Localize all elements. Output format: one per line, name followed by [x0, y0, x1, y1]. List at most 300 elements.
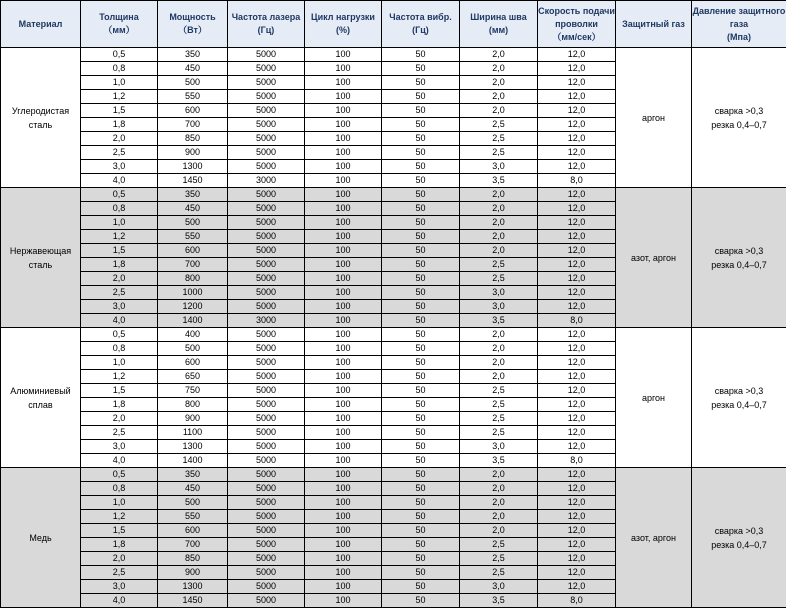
thickness-cell: 1,8 [81, 118, 158, 132]
seam-width-cell: 2,0 [460, 356, 538, 370]
laser-frequency-cell: 3000 [228, 314, 305, 328]
table-header [1, 1, 786, 48]
seam-width-cell: 2,5 [460, 552, 538, 566]
thickness-cell: 1,8 [81, 398, 158, 412]
power-cell: 1100 [158, 426, 228, 440]
vibration-frequency-cell: 50 [382, 160, 460, 174]
wire-feed-speed-cell: 12,0 [538, 48, 616, 62]
gas-pressure-cell: сварка >0,3 резка 0,4–0,7 [692, 188, 786, 328]
thickness-cell: 0,5 [81, 468, 158, 482]
vibration-frequency-cell: 50 [382, 300, 460, 314]
wire-feed-speed-cell: 12,0 [538, 398, 616, 412]
thickness-cell: 2,5 [81, 286, 158, 300]
power-cell: 450 [158, 62, 228, 76]
laser-frequency-cell: 5000 [228, 482, 305, 496]
duty-cycle-cell: 100 [305, 188, 382, 202]
wire-feed-speed-cell: 12,0 [538, 216, 616, 230]
thickness-cell: 2,5 [81, 566, 158, 580]
power-cell: 600 [158, 356, 228, 370]
wire-feed-speed-cell: 12,0 [538, 552, 616, 566]
wire-feed-speed-cell: 12,0 [538, 230, 616, 244]
vibration-frequency-cell: 50 [382, 552, 460, 566]
duty-cycle-cell: 100 [305, 510, 382, 524]
wire-feed-speed-cell: 12,0 [538, 90, 616, 104]
seam-width-cell: 2,5 [460, 398, 538, 412]
vibration-frequency-cell: 50 [382, 594, 460, 608]
seam-width-cell: 3,5 [460, 454, 538, 468]
header-power: Мощность （Вт） [158, 1, 228, 48]
power-cell: 550 [158, 510, 228, 524]
seam-width-cell: 2,0 [460, 328, 538, 342]
duty-cycle-cell: 100 [305, 244, 382, 258]
laser-frequency-cell: 5000 [228, 272, 305, 286]
thickness-cell: 3,0 [81, 440, 158, 454]
power-cell: 800 [158, 272, 228, 286]
wire-feed-speed-cell: 12,0 [538, 580, 616, 594]
duty-cycle-cell: 100 [305, 90, 382, 104]
power-cell: 500 [158, 76, 228, 90]
seam-width-cell: 2,5 [460, 538, 538, 552]
thickness-cell: 1,0 [81, 216, 158, 230]
laser-frequency-cell: 5000 [228, 538, 305, 552]
laser-frequency-cell: 5000 [228, 258, 305, 272]
vibration-frequency-cell: 50 [382, 468, 460, 482]
seam-width-cell: 3,0 [460, 160, 538, 174]
laser-frequency-cell: 5000 [228, 384, 305, 398]
wire-feed-speed-cell: 12,0 [538, 524, 616, 538]
seam-width-cell: 2,0 [460, 188, 538, 202]
seam-width-cell: 2,5 [460, 384, 538, 398]
vibration-frequency-cell: 50 [382, 314, 460, 328]
thickness-cell: 4,0 [81, 174, 158, 188]
wire-feed-speed-cell: 8,0 [538, 454, 616, 468]
header-row [1, 1, 786, 48]
vibration-frequency-cell: 50 [382, 132, 460, 146]
duty-cycle-cell: 100 [305, 174, 382, 188]
seam-width-cell: 2,5 [460, 566, 538, 580]
gas-pressure-cell: сварка >0,3 резка 0,4–0,7 [692, 48, 786, 188]
wire-feed-speed-cell: 12,0 [538, 146, 616, 160]
wire-feed-speed-cell: 8,0 [538, 314, 616, 328]
power-cell: 900 [158, 146, 228, 160]
thickness-cell: 4,0 [81, 314, 158, 328]
thickness-cell: 1,5 [81, 104, 158, 118]
thickness-cell: 0,8 [81, 202, 158, 216]
vibration-frequency-cell: 50 [382, 384, 460, 398]
seam-width-cell: 2,5 [460, 272, 538, 286]
wire-feed-speed-cell: 12,0 [538, 496, 616, 510]
material-cell: Нержавеющая сталь [1, 188, 81, 328]
wire-feed-speed-cell: 12,0 [538, 202, 616, 216]
duty-cycle-cell: 100 [305, 412, 382, 426]
wire-feed-speed-cell: 8,0 [538, 174, 616, 188]
duty-cycle-cell: 100 [305, 314, 382, 328]
wire-feed-speed-cell: 12,0 [538, 426, 616, 440]
header-shielding-gas: Защитный газ [616, 1, 692, 48]
laser-frequency-cell: 5000 [228, 202, 305, 216]
seam-width-cell: 2,0 [460, 76, 538, 90]
duty-cycle-cell: 100 [305, 356, 382, 370]
vibration-frequency-cell: 50 [382, 62, 460, 76]
duty-cycle-cell: 100 [305, 48, 382, 62]
table-row [1, 468, 786, 482]
power-cell: 400 [158, 328, 228, 342]
duty-cycle-cell: 100 [305, 468, 382, 482]
seam-width-cell: 2,0 [460, 62, 538, 76]
vibration-frequency-cell: 50 [382, 272, 460, 286]
wire-feed-speed-cell: 12,0 [538, 272, 616, 286]
power-cell: 700 [158, 538, 228, 552]
duty-cycle-cell: 100 [305, 454, 382, 468]
duty-cycle-cell: 100 [305, 258, 382, 272]
power-cell: 750 [158, 384, 228, 398]
vibration-frequency-cell: 50 [382, 76, 460, 90]
thickness-cell: 1,0 [81, 356, 158, 370]
wire-feed-speed-cell: 12,0 [538, 62, 616, 76]
laser-frequency-cell: 5000 [228, 552, 305, 566]
wire-feed-speed-cell: 12,0 [538, 384, 616, 398]
thickness-cell: 0,8 [81, 482, 158, 496]
duty-cycle-cell: 100 [305, 286, 382, 300]
wire-feed-speed-cell: 12,0 [538, 118, 616, 132]
laser-frequency-cell: 5000 [228, 48, 305, 62]
duty-cycle-cell: 100 [305, 496, 382, 510]
power-cell: 850 [158, 132, 228, 146]
laser-frequency-cell: 5000 [228, 426, 305, 440]
vibration-frequency-cell: 50 [382, 286, 460, 300]
duty-cycle-cell: 100 [305, 384, 382, 398]
vibration-frequency-cell: 50 [382, 188, 460, 202]
laser-frequency-cell: 5000 [228, 356, 305, 370]
shielding-gas-cell: азот, аргон [616, 468, 692, 608]
thickness-cell: 3,0 [81, 300, 158, 314]
wire-feed-speed-cell: 12,0 [538, 468, 616, 482]
seam-width-cell: 2,5 [460, 412, 538, 426]
wire-feed-speed-cell: 12,0 [538, 538, 616, 552]
vibration-frequency-cell: 50 [382, 398, 460, 412]
header-seam-width: Ширина шва (мм) [460, 1, 538, 48]
thickness-cell: 1,0 [81, 496, 158, 510]
duty-cycle-cell: 100 [305, 132, 382, 146]
vibration-frequency-cell: 50 [382, 244, 460, 258]
vibration-frequency-cell: 50 [382, 202, 460, 216]
laser-frequency-cell: 5000 [228, 594, 305, 608]
wire-feed-speed-cell: 12,0 [538, 510, 616, 524]
wire-feed-speed-cell: 12,0 [538, 342, 616, 356]
thickness-cell: 2,5 [81, 146, 158, 160]
power-cell: 600 [158, 244, 228, 258]
header-thickness: Толщина （мм） [81, 1, 158, 48]
laser-frequency-cell: 5000 [228, 62, 305, 76]
duty-cycle-cell: 100 [305, 552, 382, 566]
power-cell: 350 [158, 48, 228, 62]
header-laser-frequency: Частота лазера (Гц) [228, 1, 305, 48]
thickness-cell: 2,0 [81, 412, 158, 426]
header-duty-cycle: Цикл нагрузки (%) [305, 1, 382, 48]
thickness-cell: 1,8 [81, 258, 158, 272]
laser-frequency-cell: 5000 [228, 468, 305, 482]
seam-width-cell: 2,5 [460, 146, 538, 160]
wire-feed-speed-cell: 12,0 [538, 482, 616, 496]
vibration-frequency-cell: 50 [382, 510, 460, 524]
duty-cycle-cell: 100 [305, 524, 382, 538]
thickness-cell: 0,8 [81, 62, 158, 76]
vibration-frequency-cell: 50 [382, 370, 460, 384]
vibration-frequency-cell: 50 [382, 412, 460, 426]
power-cell: 1300 [158, 440, 228, 454]
duty-cycle-cell: 100 [305, 398, 382, 412]
thickness-cell: 1,5 [81, 524, 158, 538]
power-cell: 450 [158, 482, 228, 496]
wire-feed-speed-cell: 12,0 [538, 300, 616, 314]
duty-cycle-cell: 100 [305, 160, 382, 174]
power-cell: 650 [158, 370, 228, 384]
laser-frequency-cell: 5000 [228, 412, 305, 426]
duty-cycle-cell: 100 [305, 272, 382, 286]
wire-feed-speed-cell: 12,0 [538, 244, 616, 258]
wire-feed-speed-cell: 12,0 [538, 440, 616, 454]
duty-cycle-cell: 100 [305, 580, 382, 594]
laser-frequency-cell: 5000 [228, 454, 305, 468]
duty-cycle-cell: 100 [305, 594, 382, 608]
laser-frequency-cell: 5000 [228, 398, 305, 412]
laser-frequency-cell: 5000 [228, 76, 305, 90]
laser-frequency-cell: 5000 [228, 286, 305, 300]
vibration-frequency-cell: 50 [382, 538, 460, 552]
gas-pressure-cell: сварка >0,3 резка 0,4–0,7 [692, 328, 786, 468]
power-cell: 1000 [158, 286, 228, 300]
vibration-frequency-cell: 50 [382, 146, 460, 160]
thickness-cell: 1,0 [81, 76, 158, 90]
seam-width-cell: 2,0 [460, 510, 538, 524]
seam-width-cell: 3,5 [460, 314, 538, 328]
seam-width-cell: 2,5 [460, 426, 538, 440]
laser-frequency-cell: 5000 [228, 580, 305, 594]
laser-frequency-cell: 5000 [228, 510, 305, 524]
duty-cycle-cell: 100 [305, 426, 382, 440]
seam-width-cell: 2,0 [460, 496, 538, 510]
laser-frequency-cell: 5000 [228, 244, 305, 258]
wire-feed-speed-cell: 12,0 [538, 132, 616, 146]
vibration-frequency-cell: 50 [382, 482, 460, 496]
duty-cycle-cell: 100 [305, 328, 382, 342]
duty-cycle-cell: 100 [305, 440, 382, 454]
wire-feed-speed-cell: 12,0 [538, 76, 616, 90]
power-cell: 1450 [158, 594, 228, 608]
duty-cycle-cell: 100 [305, 202, 382, 216]
laser-frequency-cell: 3000 [228, 174, 305, 188]
duty-cycle-cell: 100 [305, 230, 382, 244]
power-cell: 550 [158, 230, 228, 244]
laser-frequency-cell: 5000 [228, 496, 305, 510]
header-gas-pressure: Давление защитного газа (Мпа) [692, 1, 786, 48]
material-cell: Углеродистая сталь [1, 48, 81, 188]
vibration-frequency-cell: 50 [382, 342, 460, 356]
power-cell: 350 [158, 188, 228, 202]
seam-width-cell: 2,5 [460, 258, 538, 272]
wire-feed-speed-cell: 12,0 [538, 160, 616, 174]
vibration-frequency-cell: 50 [382, 454, 460, 468]
wire-feed-speed-cell: 12,0 [538, 412, 616, 426]
seam-width-cell: 2,0 [460, 524, 538, 538]
power-cell: 1200 [158, 300, 228, 314]
laser-frequency-cell: 5000 [228, 132, 305, 146]
thickness-cell: 1,2 [81, 230, 158, 244]
vibration-frequency-cell: 50 [382, 118, 460, 132]
thickness-cell: 1,5 [81, 384, 158, 398]
gas-pressure-cell: сварка >0,3 резка 0,4–0,7 [692, 468, 786, 608]
wire-feed-speed-cell: 12,0 [538, 370, 616, 384]
thickness-cell: 4,0 [81, 454, 158, 468]
thickness-cell: 4,0 [81, 594, 158, 608]
shielding-gas-cell: азот, аргон [616, 188, 692, 328]
power-cell: 1300 [158, 160, 228, 174]
duty-cycle-cell: 100 [305, 76, 382, 90]
laser-frequency-cell: 5000 [228, 104, 305, 118]
shielding-gas-cell: аргон [616, 48, 692, 188]
duty-cycle-cell: 100 [305, 104, 382, 118]
power-cell: 900 [158, 412, 228, 426]
thickness-cell: 0,5 [81, 48, 158, 62]
power-cell: 700 [158, 118, 228, 132]
power-cell: 350 [158, 468, 228, 482]
seam-width-cell: 2,0 [460, 244, 538, 258]
power-cell: 500 [158, 216, 228, 230]
vibration-frequency-cell: 50 [382, 440, 460, 454]
laser-frequency-cell: 5000 [228, 90, 305, 104]
wire-feed-speed-cell: 8,0 [538, 594, 616, 608]
thickness-cell: 2,0 [81, 552, 158, 566]
material-cell: Медь [1, 468, 81, 608]
power-cell: 500 [158, 496, 228, 510]
table-row [1, 328, 786, 342]
power-cell: 1450 [158, 174, 228, 188]
power-cell: 600 [158, 524, 228, 538]
seam-width-cell: 2,0 [460, 370, 538, 384]
wire-feed-speed-cell: 12,0 [538, 286, 616, 300]
seam-width-cell: 3,0 [460, 440, 538, 454]
seam-width-cell: 3,0 [460, 580, 538, 594]
vibration-frequency-cell: 50 [382, 230, 460, 244]
thickness-cell: 3,0 [81, 160, 158, 174]
duty-cycle-cell: 100 [305, 538, 382, 552]
vibration-frequency-cell: 50 [382, 174, 460, 188]
laser-frequency-cell: 5000 [228, 300, 305, 314]
duty-cycle-cell: 100 [305, 62, 382, 76]
vibration-frequency-cell: 50 [382, 524, 460, 538]
thickness-cell: 1,2 [81, 510, 158, 524]
vibration-frequency-cell: 50 [382, 580, 460, 594]
vibration-frequency-cell: 50 [382, 258, 460, 272]
wire-feed-speed-cell: 12,0 [538, 258, 616, 272]
power-cell: 600 [158, 104, 228, 118]
power-cell: 900 [158, 566, 228, 580]
seam-width-cell: 3,0 [460, 286, 538, 300]
seam-width-cell: 3,5 [460, 174, 538, 188]
vibration-frequency-cell: 50 [382, 328, 460, 342]
wire-feed-speed-cell: 12,0 [538, 188, 616, 202]
duty-cycle-cell: 100 [305, 216, 382, 230]
wire-feed-speed-cell: 12,0 [538, 104, 616, 118]
thickness-cell: 1,5 [81, 244, 158, 258]
wire-feed-speed-cell: 12,0 [538, 356, 616, 370]
laser-frequency-cell: 5000 [228, 524, 305, 538]
power-cell: 1400 [158, 454, 228, 468]
duty-cycle-cell: 100 [305, 370, 382, 384]
thickness-cell: 0,5 [81, 188, 158, 202]
thickness-cell: 2,0 [81, 132, 158, 146]
laser-frequency-cell: 5000 [228, 370, 305, 384]
table-row [1, 188, 786, 202]
vibration-frequency-cell: 50 [382, 426, 460, 440]
thickness-cell: 2,5 [81, 426, 158, 440]
duty-cycle-cell: 100 [305, 342, 382, 356]
seam-width-cell: 2,0 [460, 468, 538, 482]
power-cell: 550 [158, 90, 228, 104]
thickness-cell: 0,5 [81, 328, 158, 342]
duty-cycle-cell: 100 [305, 482, 382, 496]
table-row [1, 48, 786, 62]
laser-frequency-cell: 5000 [228, 216, 305, 230]
laser-frequency-cell: 5000 [228, 118, 305, 132]
seam-width-cell: 2,0 [460, 48, 538, 62]
power-cell: 1300 [158, 580, 228, 594]
seam-width-cell: 3,0 [460, 300, 538, 314]
duty-cycle-cell: 100 [305, 118, 382, 132]
wire-feed-speed-cell: 12,0 [538, 328, 616, 342]
vibration-frequency-cell: 50 [382, 496, 460, 510]
duty-cycle-cell: 100 [305, 300, 382, 314]
seam-width-cell: 2,0 [460, 230, 538, 244]
thickness-cell: 1,2 [81, 90, 158, 104]
power-cell: 800 [158, 398, 228, 412]
material-cell: Алюминиевый сплав [1, 328, 81, 468]
power-cell: 700 [158, 258, 228, 272]
laser-frequency-cell: 5000 [228, 342, 305, 356]
laser-frequency-cell: 5000 [228, 230, 305, 244]
laser-frequency-cell: 5000 [228, 146, 305, 160]
seam-width-cell: 2,0 [460, 482, 538, 496]
vibration-frequency-cell: 50 [382, 48, 460, 62]
seam-width-cell: 2,0 [460, 216, 538, 230]
thickness-cell: 1,2 [81, 370, 158, 384]
shielding-gas-cell: аргон [616, 328, 692, 468]
vibration-frequency-cell: 50 [382, 356, 460, 370]
header-material: Материал [1, 1, 81, 48]
thickness-cell: 0,8 [81, 342, 158, 356]
laser-frequency-cell: 5000 [228, 440, 305, 454]
wire-feed-speed-cell: 12,0 [538, 566, 616, 580]
laser-frequency-cell: 5000 [228, 160, 305, 174]
seam-width-cell: 2,0 [460, 202, 538, 216]
seam-width-cell: 2,0 [460, 342, 538, 356]
vibration-frequency-cell: 50 [382, 104, 460, 118]
vibration-frequency-cell: 50 [382, 216, 460, 230]
header-wire-feed-speed: Скорость подачи проволки （мм/сек） [538, 1, 616, 48]
seam-width-cell: 2,5 [460, 132, 538, 146]
laser-frequency-cell: 5000 [228, 328, 305, 342]
seam-width-cell: 2,0 [460, 104, 538, 118]
thickness-cell: 1,8 [81, 538, 158, 552]
table-body [1, 48, 786, 608]
power-cell: 850 [158, 552, 228, 566]
vibration-frequency-cell: 50 [382, 566, 460, 580]
seam-width-cell: 3,5 [460, 594, 538, 608]
duty-cycle-cell: 100 [305, 146, 382, 160]
seam-width-cell: 2,0 [460, 90, 538, 104]
header-vibration-frequency: Частота вибр. (Гц) [382, 1, 460, 48]
vibration-frequency-cell: 50 [382, 90, 460, 104]
